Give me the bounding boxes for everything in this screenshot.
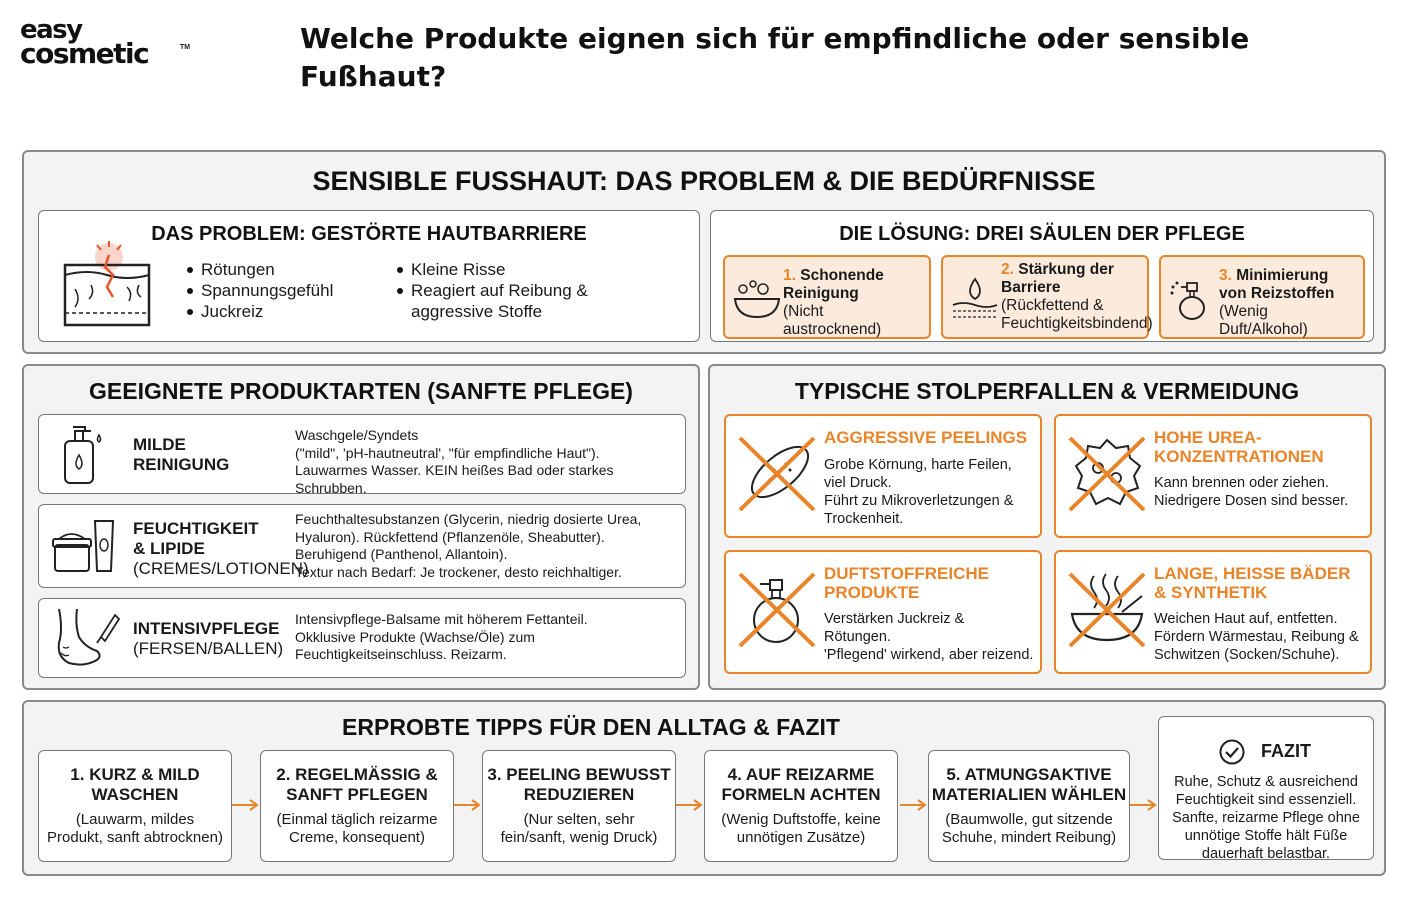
pillar-number: 1.	[783, 267, 796, 284]
pitfall-heading	[824, 428, 1034, 447]
desc-line: (Baumwolle, gut sitzende	[945, 811, 1113, 828]
pillar-text	[783, 267, 925, 339]
pitfall-desc	[1154, 474, 1364, 510]
desc-line: Verstärken Juckreiz & Rötungen.	[824, 611, 965, 645]
desc-line: 'Pflegend' wirkend, aber reizend.	[824, 647, 1034, 663]
desc-line: Intensivpflege-Balsame mit höherem Fettanteil.	[295, 611, 588, 627]
heading-line: PRODUKTE	[824, 583, 920, 602]
pitfall-urea	[1054, 414, 1372, 538]
product-sub: (CREMES/LOTIONEN)	[133, 559, 309, 578]
heading-line: 4. AUF REIZARME	[727, 765, 875, 784]
pillar-title: Minimierung von Reizstoffen	[1219, 267, 1335, 302]
list-item: Reagiert auf Reibung & aggressive Stoffe	[395, 280, 605, 322]
product-intensive	[38, 598, 686, 678]
desc-line: fein/sanft, wenig Druck)	[500, 829, 658, 846]
tip-desc	[705, 811, 897, 847]
desc-line: Ruhe, Schutz & ausreichend	[1174, 774, 1358, 790]
tips-panel-title: ERPROBTE TIPPS FÜR DEN ALLTAG & FAZIT	[342, 714, 840, 740]
pillar-number: 2.	[1001, 261, 1014, 278]
washing-bowl-icon	[733, 275, 781, 323]
list-item: Rötungen	[185, 259, 333, 280]
solution-title: DIE LÖSUNG: DREI SÄULEN DER PFLEGE	[839, 223, 1245, 245]
product-name	[133, 619, 283, 659]
pitfall-peelings	[724, 414, 1042, 538]
products-panel-title: GEEIGNETE PRODUKTARTEN (SANFTE PFLEGE)	[89, 378, 633, 404]
tip-desc	[483, 811, 675, 847]
brand-line-2: cosmetic	[20, 37, 149, 70]
heading-line: 1. KURZ & MILD	[70, 765, 200, 784]
product-name	[133, 435, 229, 475]
pillar-desc: (Rückfettend & Feuchtigkeitsbindend)	[1001, 297, 1153, 332]
pitfall-hot-baths	[1054, 550, 1372, 674]
desc-line: Lauwarmes Wasser. KEIN heißes Bad oder starkes Schrubben.	[295, 462, 614, 496]
desc-line: Okklusive Produkte (Wachse/Öle) zum	[295, 628, 535, 645]
heading-line: 2. REGELMÄSSIG &	[276, 765, 438, 784]
desc-line: Trockenheit.	[824, 511, 904, 527]
desc-line: Beruhigend (Panthenol, Allantoin).	[295, 546, 508, 562]
pitfall-fragrance	[724, 550, 1042, 674]
molecule-crossed-icon	[1066, 432, 1148, 514]
heading-line: AGGRESSIVE PEELINGS	[824, 428, 1028, 447]
desc-line: dauerhaft belastbar.	[1201, 846, 1331, 862]
pitfall-heading	[824, 564, 1034, 602]
spray-bottle-icon	[1169, 275, 1217, 323]
arrow-right-icon	[676, 798, 704, 812]
arrow-right-icon	[232, 798, 260, 812]
pillar-desc: (Nicht austrocknend)	[783, 303, 882, 338]
tip-desc	[39, 811, 231, 847]
desc-line: Feuchthaltesubstanzen (Glycerin, niedrig dosierte Urea,	[295, 511, 642, 527]
list-item: Kleine Risse	[395, 259, 605, 280]
product-cleansing	[38, 414, 686, 494]
pillar-text	[1219, 267, 1359, 339]
tip-desc	[929, 811, 1129, 847]
product-desc	[295, 611, 679, 664]
desc-line: (Nur selten, sehr	[523, 811, 635, 828]
problem-box	[38, 210, 700, 342]
desc-line: Textur nach Bedarf: Je trockener, desto reichhaltiger.	[295, 563, 622, 580]
arrow-right-icon	[1130, 798, 1158, 812]
pillar-title: Schonende Reinigung	[783, 267, 884, 302]
desc-line: Feuchtigkeitseinschluss. Reizarm.	[295, 646, 507, 662]
heading-line: KONZENTRATIONEN	[1154, 447, 1324, 466]
heading-line: FORMELN ACHTEN	[721, 785, 881, 804]
tips-panel	[22, 700, 1386, 876]
desc-line: Creme, konsequent)	[289, 829, 425, 846]
desc-line: Feuchtigkeit sind essenziell.	[1175, 792, 1357, 808]
desc-line: viel Druck.	[824, 475, 892, 491]
pitfalls-panel	[708, 364, 1386, 690]
cream-jar-tube-icon	[51, 515, 121, 577]
foot-file-crossed-icon	[736, 432, 818, 514]
pitfall-desc	[824, 610, 1034, 664]
pitfall-desc	[824, 456, 1034, 528]
desc-line: Kann brennen oder ziehen.	[1154, 475, 1329, 491]
product-desc	[295, 427, 679, 497]
pitfall-desc	[1154, 610, 1364, 664]
heading-line: LANGE, HEISSE BÄDER	[1154, 564, 1351, 583]
desc-line: Waschgele/Syndets	[295, 427, 419, 443]
foot-balm-icon	[51, 607, 121, 669]
product-name-line-2: & LIPIDE	[133, 539, 205, 558]
list-item: Juckreiz	[185, 301, 333, 322]
pillar-text	[1001, 261, 1153, 333]
fazit-box	[1158, 716, 1374, 860]
needs-panel-title: SENSIBLE FUSSHAUT: DAS PROBLEM & DIE BEDÜRFNISSE	[312, 166, 1096, 196]
desc-line: unnötigen Zusätze)	[736, 829, 866, 846]
tip-heading	[39, 765, 231, 805]
list-item: Spannungsgefühl	[185, 280, 333, 301]
heading-line: WASCHEN	[91, 785, 179, 804]
desc-line: Schwitzen (Socken/Schuhe).	[1154, 647, 1340, 663]
heading-line: REDUZIEREN	[523, 785, 635, 804]
pitfall-heading	[1154, 564, 1364, 602]
desc-line: Weichen Haut auf, entfetten.	[1154, 611, 1338, 627]
product-name-line-1: INTENSIVPFLEGE	[133, 619, 280, 638]
heading-line: & SYNTHETIK	[1154, 583, 1268, 602]
skin-layer-drop-icon	[951, 275, 999, 323]
desc-line: unnötige Stoffe hält Füße	[1184, 828, 1348, 844]
pillar-irritants	[1159, 255, 1365, 339]
brand-logo	[20, 15, 191, 70]
perfume-crossed-icon	[736, 568, 818, 650]
pitfall-heading	[1154, 428, 1364, 466]
desc-line: (Lauwarm, mildes	[75, 811, 195, 828]
heading-line: 3. PEELING BEWUSST	[487, 765, 671, 784]
desc-line: (Einmal täglich reizarme	[276, 811, 438, 828]
cracked-skin-icon	[61, 241, 153, 327]
product-name	[133, 519, 309, 579]
page-title: Welche Produkte eignen sich für empfindliche oder sensible Fußhaut?	[300, 22, 1250, 93]
desc-line: Fördern Wärmestau, Reibung &	[1154, 629, 1359, 645]
heading-line: MATERIALIEN WÄHLEN	[931, 785, 1127, 804]
heading-line: DUFTSTOFFREICHE	[824, 564, 989, 583]
arrow-right-icon	[900, 798, 928, 812]
heading-line: HOHE UREA-	[1154, 428, 1262, 447]
pillar-number: 3.	[1219, 267, 1232, 284]
tip-heading	[705, 765, 897, 805]
problem-title: DAS PROBLEM: GESTÖRTE HAUTBARRIERE	[151, 223, 587, 245]
product-name-line-2: REINIGUNG	[133, 455, 230, 474]
products-panel	[22, 364, 700, 690]
desc-line: Hyaluron). Rückfettend (Pflanzenöle, Sheabutter).	[295, 528, 605, 545]
heading-line: SANFT PFLEGEN	[286, 785, 428, 804]
tip-card	[704, 750, 898, 862]
desc-line: Schuhe, mindert Reibung)	[941, 829, 1117, 846]
product-name-line-1: FEUCHTIGKEIT	[133, 519, 259, 538]
product-sub: (FERSEN/BALLEN)	[133, 639, 284, 658]
pump-bottle-icon	[51, 423, 121, 485]
product-name-line-1: MILDE	[133, 435, 186, 454]
tip-desc	[261, 811, 453, 847]
desc-line: (Wenig Duftstoffe, keine	[721, 811, 881, 828]
tip-card	[928, 750, 1130, 862]
fazit-text	[1165, 773, 1367, 863]
brand-trademark: TM	[180, 44, 191, 51]
problem-list-2	[395, 259, 605, 322]
desc-line: ("mild", 'pH-hautneutral', "für empfindliche Haut").	[295, 444, 600, 461]
pillar-title: Stärkung der Barriere	[1001, 261, 1114, 296]
desc-line: Führt zu Mikroverletzungen &	[824, 493, 1014, 509]
fazit-title: FAZIT	[1261, 741, 1311, 761]
pitfalls-panel-title: TYPISCHE STOLPERFALLEN & VERMEIDUNG	[794, 378, 1300, 404]
tip-heading	[261, 765, 453, 805]
pillar-barrier	[941, 255, 1153, 339]
desc-line: Grobe Körnung, harte Feilen,	[824, 457, 1012, 473]
solution-box	[710, 210, 1374, 342]
tip-card	[260, 750, 454, 862]
desc-line: Sanfte, reizarme Pflege ohne	[1172, 810, 1360, 826]
desc-line: Niedrigere Dosen sind besser.	[1154, 493, 1349, 509]
needs-panel	[22, 150, 1386, 354]
desc-line: Produkt, sanft abtrocknen)	[47, 829, 223, 846]
tip-heading	[483, 765, 675, 805]
tip-card	[38, 750, 232, 862]
tip-heading	[929, 765, 1129, 805]
arrow-right-icon	[454, 798, 482, 812]
product-moisture	[38, 504, 686, 588]
hot-bath-crossed-icon	[1066, 568, 1148, 650]
product-desc	[295, 511, 679, 581]
problem-list-1	[185, 259, 333, 322]
pillar-desc: (Wenig Duft/Alkohol)	[1219, 303, 1308, 338]
pillar-cleansing	[723, 255, 931, 339]
heading-line: 5. ATMUNGSAKTIVE	[946, 765, 1112, 784]
tip-card	[482, 750, 676, 862]
brand-line-1: easy	[20, 15, 82, 45]
